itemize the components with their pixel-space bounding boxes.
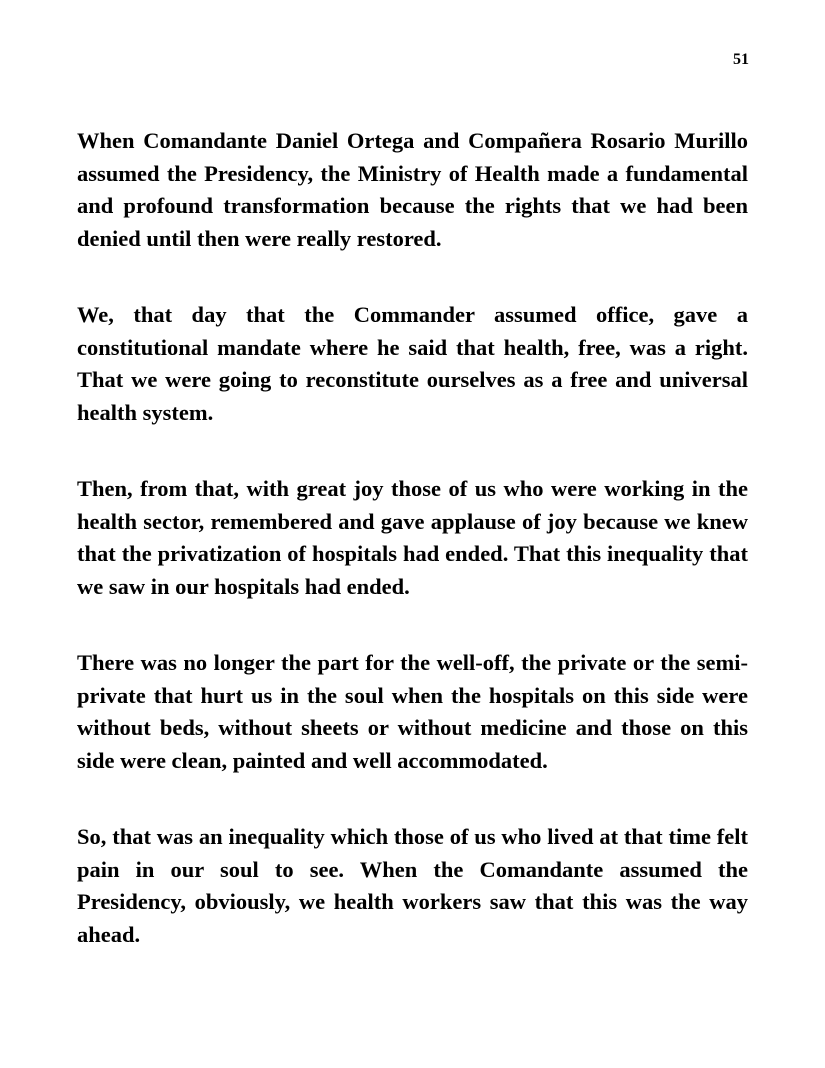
paragraph-4: There was no longer the part for the well-off, the private or the semi-private that hurt us in the soul when the hospitals on this side were without beds, without sheets or without medicine and those on this side were clean, painted and well accommodated. [77, 650, 748, 773]
page-number: 51 [733, 51, 749, 68]
paragraph-5: So, that was an inequality which those of us who lived at that time felt pain in our soul to see. When the Comandante assumed the Presidency, obviously, we health workers saw that this was the way ahead. [77, 824, 748, 947]
paragraph-1: When Comandante Daniel Ortega and Compañera Rosario Murillo assumed the Presidency, the Ministry of Health made a fundamental and profound transformation because the rights that we had been denied until then were really restored. [77, 128, 748, 251]
paragraph-2: We, that day that the Commander assumed office, gave a constitutional mandate where he said that health, free, was a right. That we were going to reconstitute ourselves as a free and universal health system. [77, 302, 748, 425]
paragraph-3: Then, from that, with great joy those of us who were working in the health sector, remembered and gave applause of joy because we knew that the privatization of hospitals had ended. That this inequality that we saw in our hospitals had ended. [77, 476, 748, 599]
document-body [77, 125, 748, 995]
